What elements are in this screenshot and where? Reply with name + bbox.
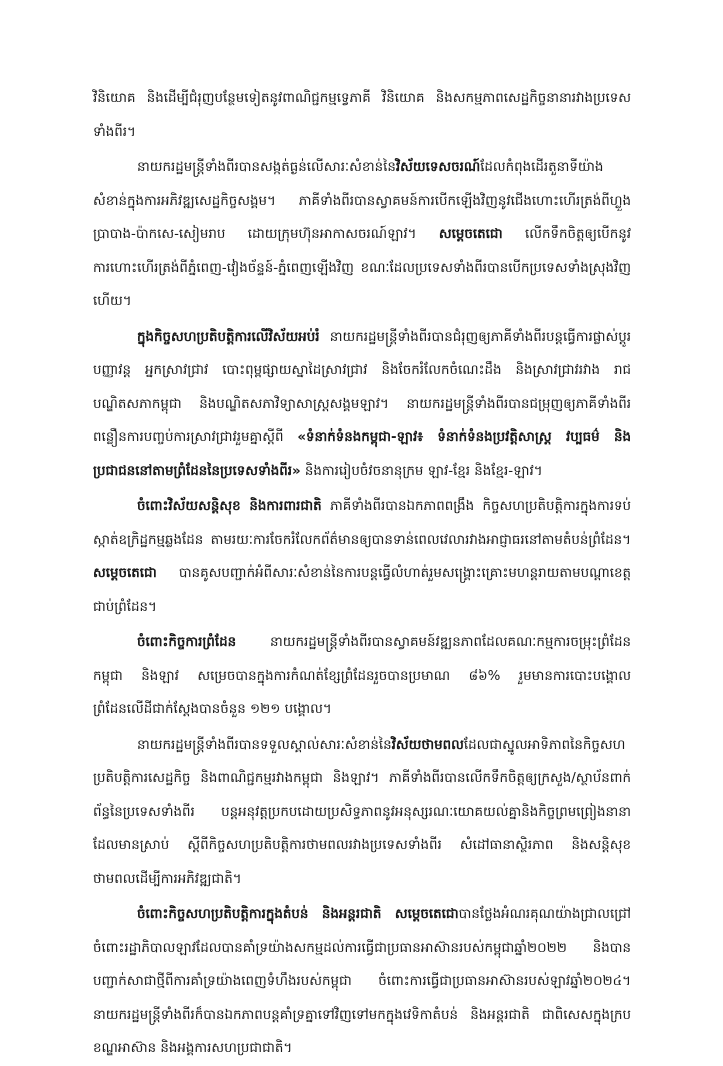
body-text: និងការរៀបចំវចនានុក្រម ឡាវ-ខ្មែរ និងខ្មែរ-ឡាវ។ (300, 463, 543, 479)
body-text: នាយករដ្ឋមន្ត្រីទាំងពីរបានសង្កត់ធ្ងន់លើសារៈសំខាន់នៃ (137, 160, 396, 175)
body-text: ដែលកំពុងដើរតួនាទីយ៉ាងសំខាន់ក្នុងការអភិវឌ្ឍសេដ្ឋកិច្ចសង្គម។ ភាគីទាំងពីរបានស្វាគមន៍ការបើកឡើងវិញនូវជើងហោះហើរត្រង់ពីហ្លួងប្រាបាង-ប៉ាកសេ-សៀមរាប ដោយក្រុមហ៊ុនអាកាសចរណ៍ឡាវ។ (93, 160, 631, 242)
bold-text: ចំពោះកិច្ចការព្រំដែន (137, 635, 237, 650)
paragraph (93, 321, 631, 489)
bold-text: វិស័យទេសចរណ៍ (395, 160, 481, 175)
body-text: ដែលជាស្នូលអាទិភាពនៃកិច្ចសហប្រតិបត្តិការសេដ្ឋកិច្ច និងពាណិជ្ជកម្មរវាងកម្ពុជា និងឡាវ។ ភាគីទាំងពីរបានលើកទឹកចិត្តឲ្យក្រសួង/ស្ថាប័នពាក់ព័ន្ធនៃប្រទេសទាំងពីរ បន្តអនុវត្តប្រកបដោយប្រសិទ្ធភាពនូវអនុស្សរណៈយោគយល់គ្នានិងកិច្ចព្រមព្រៀងនានាដែលមានស្រាប់ ស្តីពីកិច្ចសហប្រតិបត្តិការថាមពលរវាងប្រទេសទាំងពីរ សំដៅធានាស្ថិរភាព និងសន្តិសុខថាមពលដើម្បីការអភិវឌ្ឍជាតិ។ (93, 737, 631, 887)
body-text: នាយករដ្ឋមន្ត្រីទាំងពីរបានជំរុញឲ្យភាគីទាំងពីរបន្តធ្វើការផ្លាស់ប្តូរបញ្ញាវន្ត អ្នកស្រាវជ្រាវ បោះពុម្ពផ្សាយស្នាដៃស្រាវជ្រាវ និងចែករំលែកចំណេះដឹង និងស្រាវជ្រាវរវាង រាជបណ្ឌិតសភាកម្ពុជា និងបណ្ឌិតសភាវិទ្យាសាស្ត្រសង្គមឡាវ។ នាយករដ្ឋមន្ត្រីទាំងពីរបានជម្រុញឲ្យភាគីទាំងពីរពន្លឿនការបញ្ចប់ការស្រាវជ្រាវរួមគ្នាស្តីពី (93, 329, 631, 445)
body-text: នាយករដ្ឋមន្ត្រីទាំងពីរបានទទួលស្គាល់សារៈសំខាន់នៃ (137, 737, 392, 753)
bold-text: ក្នុងកិច្ចសហប្រតិបត្តិការលើវិស័យអប់រំ (137, 329, 320, 345)
body-text: បានថ្លែងអំណរគុណយ៉ាងជ្រាលជ្រៅចំពោះរដ្ឋាភិបាលឡាវដែលបានគាំទ្រយ៉ាងសកម្មដល់ការធ្វើជាប្រធានអាស៊ានរបស់កម្ពុជាឆ្នាំ២០២២ និងបានបញ្ជាក់សាជាថ្មីពីការគាំទ្រយ៉ាងពេញទំហឹងរបស់កម្ពុជា ចំពោះការធ្វើជាប្រធានអាស៊ានរបស់ឡាវឆ្នាំ២០២៤។ នាយករដ្ឋមន្ត្រីទាំងពីរក៏បានឯកភាពបន្តគាំទ្រគ្នាទៅវិញទៅមកក្នុងវេទិកាតំបន់ និងអន្តរជាតិ ជាពិសេសក្នុងក្របខណ្ឌអាស៊ាន និងអង្គការសហប្រជាជាតិ។ (93, 907, 631, 1056)
body-text: វិនិយោគ និងដើម្បីជំរុញបន្ថែមទៀតនូវពាណិជ្ជកម្មទ្វេភាគី វិនិយោគ និងសកម្មភាពសេដ្ឋកិច្ចនានារវាងប្រទេសទាំងពីរ។ (93, 91, 631, 140)
paragraph (93, 82, 631, 149)
bold-text: វិស័យថាមពល (391, 737, 464, 753)
body-text: នាយករដ្ឋមន្ត្រីទាំងពីរបានស្វាគមន៍វឌ្ឍនភាពដែលគណៈកម្មការចម្រុះព្រំដែនកម្ពុជា និងឡាវ សម្រេចបានក្នុងការកំណត់ខ្សែព្រំដែនរួចបានប្រមាណ ៨៦% រួមមានការបោះបង្គោលព្រំដែនលើដីជាក់ស្តែងបានចំនួន ១២១ បង្គោល។ (93, 635, 631, 717)
paragraph (93, 729, 631, 897)
paragraph (93, 490, 631, 624)
bold-text: ចំពោះវិស័យសន្តិសុខ និងការពារជាតិ (137, 499, 322, 514)
body-text: លើកទឹកចិត្តឲ្យបើកនូវការហោះហើរត្រង់ពីភ្នំពេញ-វៀងច័ន្ទន៍-ភ្នំពេញឡើងវិញ ខណៈដែលប្រទេសទាំងពីរបានបើកប្រទេសទាំងស្រុងវិញហើយ។ (93, 227, 631, 309)
bold-text: សម្តេចតេជោ (93, 566, 157, 581)
paragraph (93, 626, 631, 727)
paragraph (93, 151, 631, 319)
body-text: បានគូសបញ្ជាក់អំពីសារៈសំខាន់នៃការបន្តធ្វើលំហាត់រួមសង្គ្រោះគ្រោះមហន្តរាយតាមបណ្តាខេត្តជាប់ព្រំដែន។ (93, 566, 631, 615)
bold-text: ចំពោះកិច្ចសហប្រតិបត្តិការក្នុងតំបន់ និងអន្តរជាតិ សម្តេចតេជោ (137, 907, 459, 922)
paragraph (93, 898, 631, 1066)
bold-text: «ទំនាក់ទំនងកម្ពុជា-ឡាវ៖ ទំនាក់ទំនងប្រវត្តិសាស្ត្រ វប្បធម៌ និងប្រជាជននៅតាមព្រំដែននៃប្រទេសទាំងពីរ» (93, 430, 631, 479)
document-body (93, 82, 631, 1066)
bold-text: សម្តេចតេជោ (438, 227, 503, 242)
body-text: ភាគីទាំងពីរបានឯកភាពពង្រឹង កិច្ចសហប្រតិបត្តិការក្នុងការទប់ស្កាត់ឧក្រិដ្ឋកម្មឆ្លងដែន តាមរយៈការចែករំលែកព័ត៌មានឲ្យបានទាន់ពេលវេលារវាងអាជ្ញាធរនៅតាមតំបន់ព្រំដែន។ (93, 499, 631, 548)
